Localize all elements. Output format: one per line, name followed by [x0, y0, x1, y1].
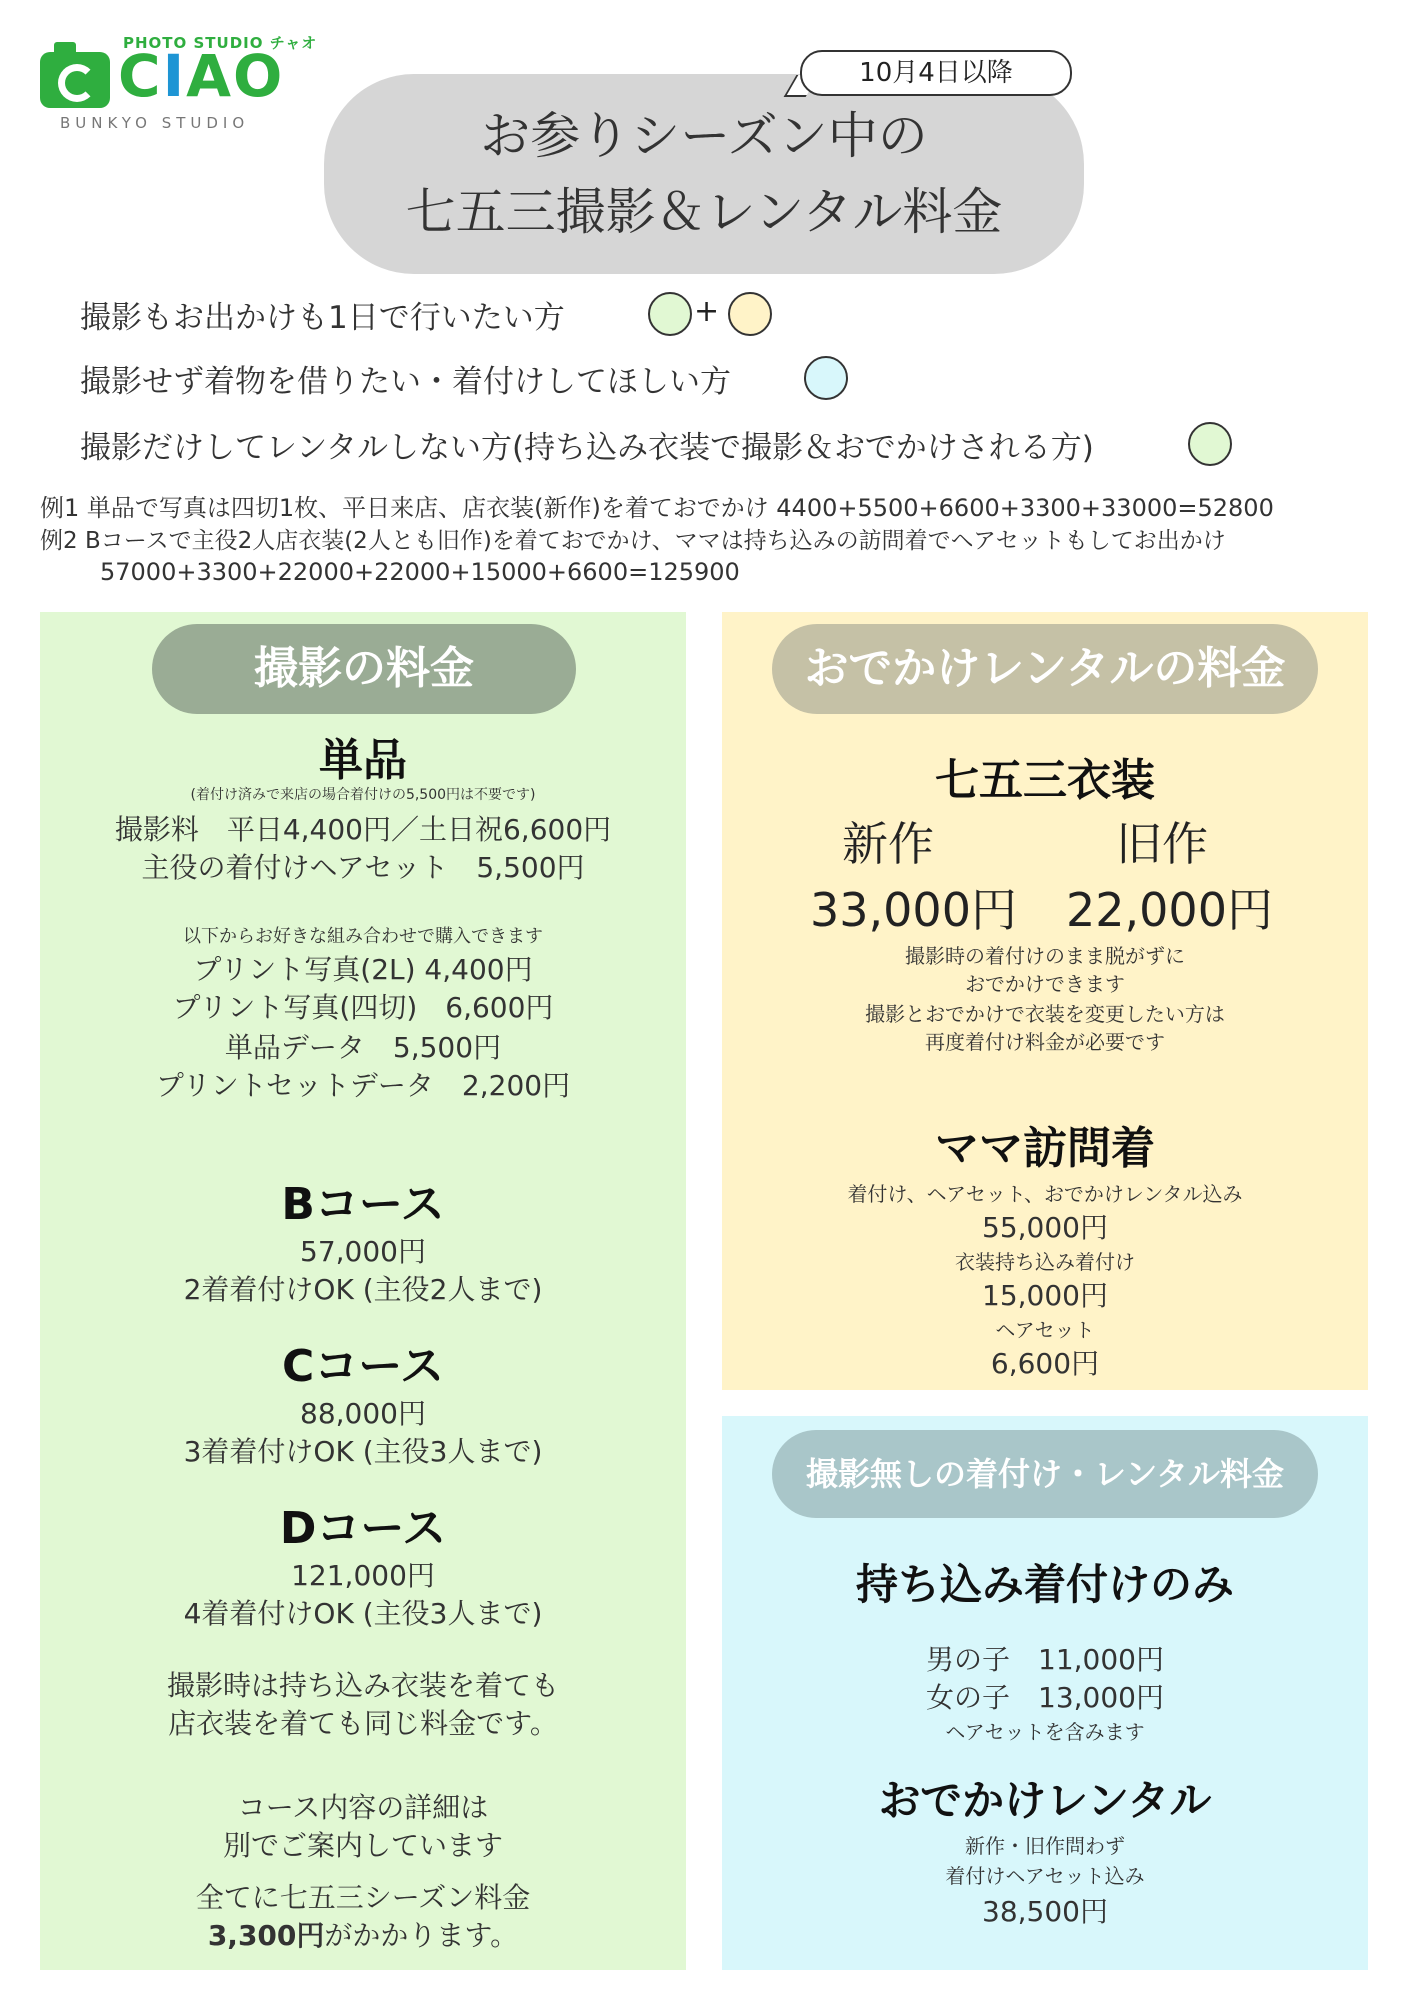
- list-item: 単品データ 5,500円: [224, 1031, 502, 1064]
- course-c-price: 88,000円: [300, 1397, 426, 1430]
- logo-top-text: PHOTO STUDIO チャオ: [123, 34, 318, 52]
- combo-note: 以下からお好きな組み合わせで購入できます: [183, 926, 543, 947]
- bring-title: 持ち込み着付けのみ: [855, 1560, 1234, 1609]
- mama-price-1: 55,000円: [982, 1211, 1108, 1244]
- costume-note-4: 再度着付け料金が必要です: [925, 1030, 1165, 1054]
- mama-price-2: 15,000円: [982, 1279, 1108, 1312]
- single-fee: 撮影料 平日4,400円／土日祝6,600円: [114, 813, 612, 846]
- no-photo-fees-heading: 撮影無しの着付け・レンタル料金: [772, 1430, 1318, 1518]
- course-d-title: Dコース: [279, 1503, 447, 1554]
- no-photo-fees-panel: [722, 1416, 1368, 1970]
- studio-logo: [40, 30, 318, 140]
- bring-girl: 女の子 13,000円: [926, 1681, 1164, 1714]
- mama-line-1: 着付け、ヘアセット、おでかけレンタル込み: [847, 1182, 1243, 1206]
- example-1: 例1 単品で写真は四切1枚、平日来店、店衣装(新作)を着ておでかけ 4400+5500+6600+3300+33000=52800: [40, 494, 1274, 522]
- rental-line-1: 新作・旧作問わず: [965, 1834, 1125, 1858]
- title-line-1: お参りシーズン中の: [480, 107, 928, 165]
- rental-line-2: 着付けヘアセット込み: [945, 1864, 1145, 1888]
- rental-fees-panel: [722, 612, 1368, 1390]
- yellow-dot-icon: [728, 292, 772, 336]
- green-dot-icon: [1188, 422, 1232, 466]
- legend-row-2: [80, 356, 731, 401]
- rental-price: 38,500円: [982, 1895, 1108, 1928]
- list-item: プリント写真(2L) 4,400円: [193, 953, 533, 986]
- photo-fees-heading: 撮影の料金: [152, 624, 576, 714]
- season-note-1: 全てに七五三シーズン料金: [195, 1881, 531, 1914]
- list-item: プリントセットデータ 2,200円: [155, 1069, 571, 1102]
- plus-sign: +: [694, 294, 720, 329]
- rental-fees-heading: おでかけレンタルの料金: [772, 624, 1318, 714]
- single-dressing: 主役の着付けヘアセット 5,500円: [141, 851, 585, 884]
- legend-row-1: [80, 292, 565, 337]
- single-note: (着付け済みで来店の場合着付けの5,500円は不要です): [190, 787, 536, 803]
- costume-note-1: 撮影時の着付けのまま脱がずに: [905, 944, 1185, 968]
- logo-brand: CIAO: [118, 42, 285, 110]
- camera-icon: [40, 52, 110, 108]
- details-note-1: コース内容の詳細は: [237, 1791, 489, 1824]
- legend-text-1: 撮影もお出かけも1日で行いたい方: [80, 300, 565, 336]
- green-dot-icon: [648, 292, 692, 336]
- single-title: 単品: [319, 735, 407, 786]
- example-2: 例2 Bコースで主役2人店衣装(2人とも旧作)を着ておでかけ、ママは持ち込みの訪問着でヘアセットもしてお出かけ: [40, 528, 1226, 554]
- title-banner: [324, 74, 1084, 274]
- legend-text-2: 撮影せず着物を借りたい・着付けしてほしい方: [80, 364, 731, 400]
- bring-note: ヘアセットを含みます: [945, 1720, 1145, 1744]
- mama-title: ママ訪問着: [935, 1123, 1155, 1174]
- rental-title: おでかけレンタル: [878, 1776, 1212, 1825]
- title-line-2: 七五三撮影＆レンタル料金: [405, 183, 1003, 241]
- same-price-note-1: 撮影時は持ち込み衣装を着ても: [166, 1669, 559, 1702]
- bring-boy: 男の子 11,000円: [926, 1643, 1164, 1676]
- same-price-note-2: 店衣装を着ても同じ料金です。: [168, 1707, 558, 1740]
- course-d-detail: 4着着付けOK (主役3人まで): [183, 1597, 543, 1630]
- course-b-detail: 2着着付けOK (主役2人まで): [183, 1273, 543, 1306]
- blue-dot-icon: [804, 356, 848, 400]
- logo-subtitle: BUNKYO STUDIO: [60, 114, 250, 132]
- details-note-2: 別でご案内しています: [222, 1829, 503, 1862]
- season-note-2: 3,300円がかかります。: [207, 1919, 519, 1952]
- costume-title: 七五三衣装: [935, 755, 1155, 806]
- course-c-title: Cコース: [281, 1341, 445, 1392]
- costume-note-3: 撮影とおでかけで衣装を変更したい方は: [865, 1002, 1225, 1026]
- course-b-title: Bコース: [281, 1179, 445, 1230]
- photo-fees-panel: [40, 612, 686, 1970]
- list-item: プリント写真(四切) 6,600円: [172, 991, 554, 1024]
- season-amount: 3,300円: [207, 1919, 325, 1952]
- course-d-price: 121,000円: [291, 1559, 435, 1592]
- course-c-detail: 3着着付けOK (主役3人まで): [183, 1435, 543, 1468]
- old-price: 22,000円: [1066, 883, 1273, 937]
- course-b-price: 57,000円: [300, 1235, 426, 1268]
- new-price: 33,000円: [810, 883, 1017, 937]
- mama-price-3: 6,600円: [990, 1347, 1100, 1380]
- mama-line-3: ヘアセット: [995, 1318, 1095, 1342]
- example-2-calc: 57000+3300+22000+22000+15000+6600=125900: [100, 558, 740, 586]
- old-label: 旧作: [1116, 817, 1208, 871]
- legend-row-3: [80, 422, 1094, 467]
- date-note-bubble: 10月4日以降: [800, 50, 1072, 96]
- new-label: 新作: [842, 817, 934, 871]
- mama-line-2: 衣装持ち込み着付け: [955, 1250, 1135, 1274]
- costume-note-2: おでかけできます: [965, 972, 1125, 996]
- legend-text-3: 撮影だけしてレンタルしない方(持ち込み衣装で撮影＆おでかけされる方): [80, 430, 1094, 466]
